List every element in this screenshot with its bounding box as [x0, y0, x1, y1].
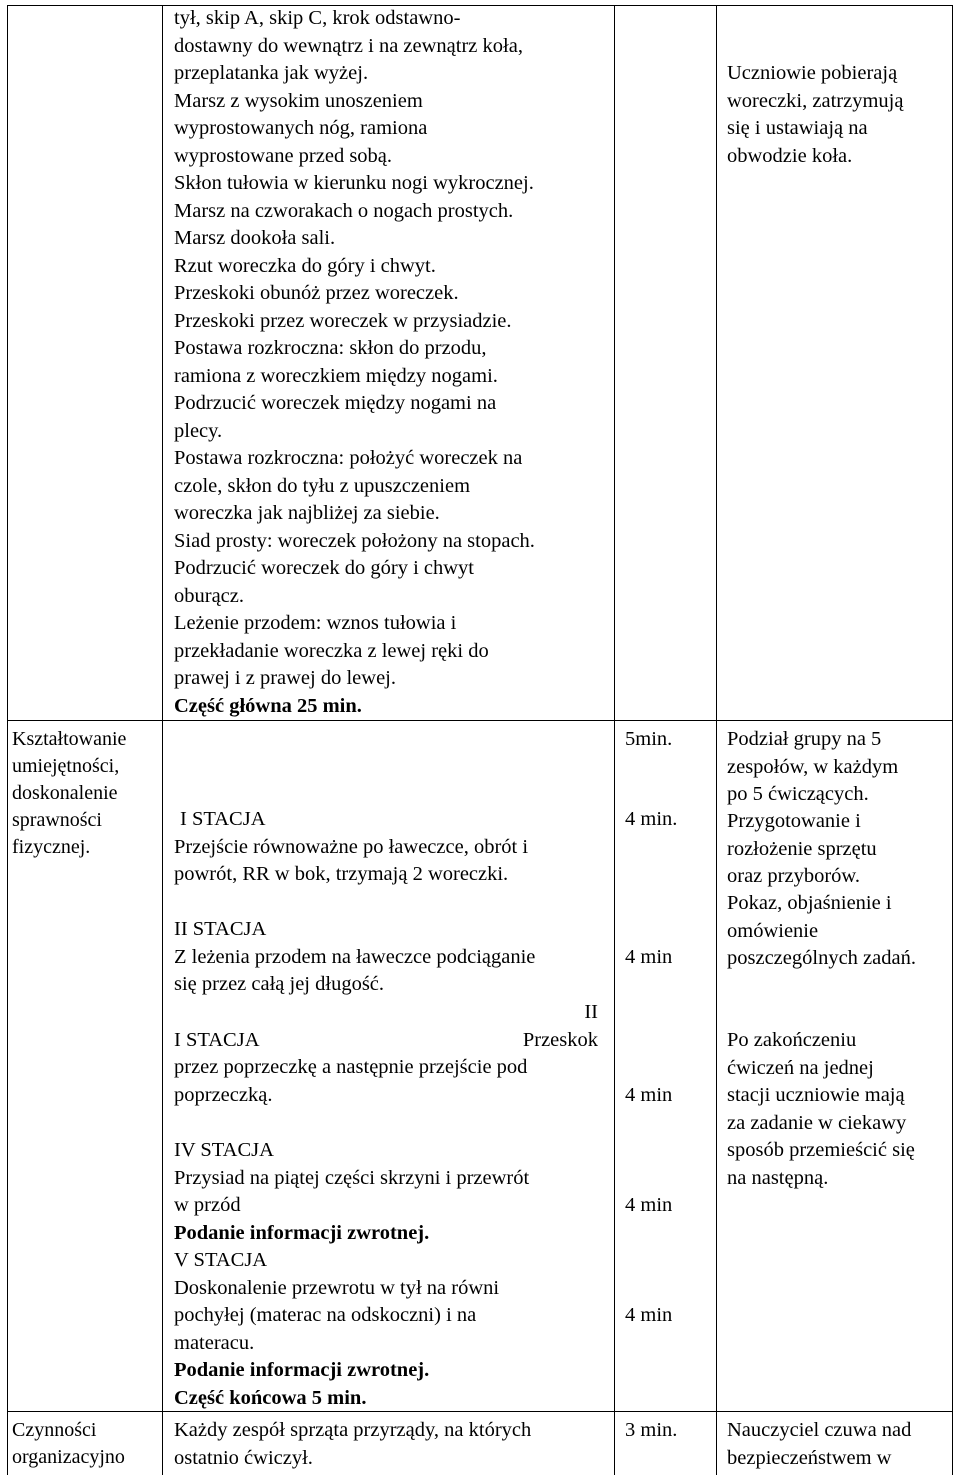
- row-divider-1: [7, 720, 953, 721]
- remark-line: za zadanie w ciekawy: [727, 1111, 907, 1134]
- content-line: Skłon tułowia w kierunku nogi wykrocznej.: [174, 172, 534, 194]
- station-line: Przejście równoważne po ławeczce, obrót i: [174, 835, 529, 858]
- remark-line: zespołów, w każdym: [727, 755, 899, 778]
- column-divider-1: [162, 5, 163, 1475]
- station-1: [174, 806, 604, 889]
- station-2-title: II STACJA: [174, 918, 267, 940]
- task-line: umiejętności,: [12, 755, 120, 777]
- remark-line: Pokaz, objaśnienie i: [727, 892, 892, 914]
- time-value: 5min.: [625, 728, 673, 750]
- task-line: fizycznej.: [12, 836, 91, 858]
- content-line: wyprostowane przed sobą.: [174, 144, 393, 167]
- content-line: ramiona z woreczkiem między nogami.: [174, 364, 498, 387]
- station-line: poprzeczką.: [174, 1083, 273, 1106]
- remark-line: Nauczyciel czuwa nad: [727, 1419, 912, 1441]
- station-line: Przysiad na piątej części skrzyni i przewrót: [174, 1166, 530, 1189]
- remark-line: woreczki, zatrzymują: [727, 89, 904, 112]
- remark-line: się i ustawiają na: [727, 117, 868, 139]
- remark-line: po 5 ćwiczących.: [727, 783, 869, 805]
- content-line: Leżenie przodem: wznos tułowia i: [174, 612, 457, 634]
- station-5-title: V STACJA: [174, 1249, 268, 1271]
- content-line: dostawny do wewnątrz i na zewnątrz koła,: [174, 34, 523, 57]
- content-line: Marsz z wysokim unoszeniem: [174, 89, 423, 112]
- content-line: woreczka jak najbliżej za siebie.: [174, 502, 440, 524]
- remark-line: Podział grupy na 5: [727, 728, 882, 750]
- station-line: pochyłej (materac na odskoczni) i na: [174, 1304, 477, 1326]
- content-line: Podrzucić woreczek między nogami na: [174, 392, 497, 414]
- station-line: Doskonalenie przewrotu w tył na równi: [174, 1276, 500, 1299]
- content-line: wyprostowanych nóg, ramiona: [174, 117, 428, 139]
- remark-line: Uczniowie pobierają: [727, 62, 898, 84]
- task-line: sprawności: [12, 809, 102, 831]
- row3-remarks: [727, 1417, 955, 1472]
- station-line: się przez całą jej długość.: [174, 973, 385, 995]
- content-line: Przeskoki obunóż przez woreczek.: [174, 282, 459, 304]
- content-line: plecy.: [174, 419, 223, 442]
- remark-line: Przygotowanie i: [727, 810, 861, 832]
- time-value: 4 min: [625, 1304, 673, 1326]
- remarks-equipment: [727, 808, 955, 891]
- content-line: Każdy zespół sprząta przyrządy, na których: [174, 1419, 532, 1441]
- time-value: 4 min: [625, 946, 673, 968]
- content-line: tył, skip A, skip C, krok odstawno-: [174, 7, 461, 29]
- task-line: organizacyjno: [12, 1446, 125, 1468]
- remark-line: Po zakończeniu: [727, 1029, 857, 1051]
- station-2: [174, 916, 604, 999]
- time-value: 4 min: [625, 1194, 673, 1216]
- remark-line: sposób przemieścić się: [727, 1139, 915, 1161]
- remark-line: oraz przyborów.: [727, 865, 860, 887]
- station-3-title: I STACJA: [174, 1028, 260, 1051]
- remarks-rotation: [727, 1027, 955, 1192]
- feedback-note: Podanie informacji zwrotnej.: [174, 1359, 430, 1381]
- column-divider-3: [716, 5, 717, 1475]
- remark-line: stacji uczniowie mają: [727, 1084, 905, 1106]
- remark-line: omówienie: [727, 919, 819, 942]
- remark-line: na następną.: [727, 1166, 829, 1189]
- time-value: 3 min.: [625, 1419, 678, 1441]
- row1-remarks: [727, 60, 955, 170]
- row2-task: [12, 726, 152, 861]
- station-3: [174, 999, 604, 1109]
- row3-task: [12, 1417, 152, 1471]
- row1-content: [174, 5, 604, 720]
- content-line: Postawa rozkroczna: położyć woreczek na: [174, 447, 523, 469]
- station-line: materacu.: [174, 1331, 255, 1354]
- content-line: przekładanie woreczka z lewej ręki do: [174, 639, 489, 662]
- content-line: Podrzucić woreczek do góry i chwyt: [174, 557, 474, 579]
- content-line: prawej i z prawej do lewej.: [174, 667, 396, 689]
- remark-line: bezpieczeństwem w: [727, 1446, 892, 1469]
- station-3-title-part: II: [584, 1001, 598, 1023]
- content-line: Rzut woreczka do góry i chwyt.: [174, 254, 436, 277]
- station-1-title: I STACJA: [180, 808, 266, 830]
- content-line: Marsz na czworakach o nogach prostych.: [174, 199, 514, 222]
- remarks-demonstration: [727, 890, 955, 973]
- table-border-left: [7, 5, 8, 1475]
- content-line: przeplatanka jak wyżej.: [174, 62, 369, 84]
- station-line: powrót, RR w bok, trzymają 2 woreczki.: [174, 863, 509, 885]
- content-line: Przeskoki przez woreczek w przysiadzie.: [174, 309, 512, 332]
- content-line: Siad prosty: woreczek położony na stopach.: [174, 529, 535, 552]
- station-line: w przód: [174, 1194, 241, 1216]
- feedback-note: Podanie informacji zwrotnej.: [174, 1221, 430, 1244]
- station-4-title: IV STACJA: [174, 1139, 274, 1161]
- row3-content: [174, 1417, 604, 1472]
- remark-line: rozłożenie sprzętu: [727, 837, 877, 860]
- station-line: Z leżenia przodem na ławeczce podciąganie: [174, 945, 536, 968]
- remark-line: obwodzie koła.: [727, 144, 853, 167]
- content-line: czole, skłon do tyłu z upuszczeniem: [174, 474, 471, 497]
- content-line: ostatnio ćwiczył.: [174, 1446, 313, 1469]
- content-line: Postawa rozkroczna: skłon do przodu,: [174, 337, 487, 359]
- time-value: 4 min: [625, 1084, 673, 1106]
- station-line: przez poprzeczkę a następnie przejście pod: [174, 1056, 528, 1078]
- station-4: [174, 1137, 604, 1412]
- content-line: oburącz.: [174, 584, 244, 607]
- remark-line: ćwiczeń na jednej: [727, 1056, 874, 1079]
- station-3-first-word: Przeskok: [522, 1028, 598, 1051]
- content-line: Marsz dookoła sali.: [174, 227, 336, 249]
- section-heading-final: Część końcowa 5 min.: [174, 1386, 367, 1409]
- section-heading-main: Część główna 25 min.: [174, 694, 362, 717]
- time-value: 4 min.: [625, 808, 678, 830]
- column-divider-2: [614, 5, 615, 1475]
- task-line: doskonalenie: [12, 782, 118, 804]
- remarks-group-division: [727, 726, 955, 809]
- remark-line: poszczególnych zadań.: [727, 947, 916, 969]
- task-line: Czynności: [12, 1419, 97, 1441]
- task-line: Kształtowanie: [12, 728, 127, 750]
